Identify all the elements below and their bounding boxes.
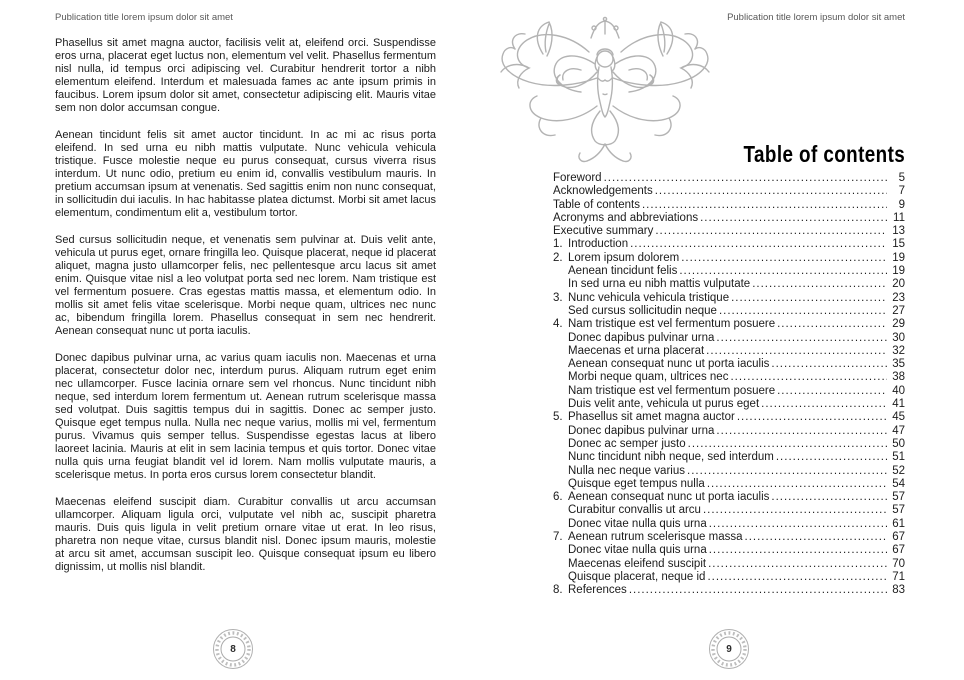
toc-dot-leader [703, 504, 887, 517]
toc-entry-title: Nam tristique est vel fermentum posuere [568, 318, 776, 331]
toc-dot-leader [716, 425, 887, 438]
toc-entry [553, 465, 905, 478]
toc-entry-number: 7. [553, 531, 563, 544]
toc-dot-leader [771, 358, 887, 371]
toc-dot-leader [716, 332, 887, 345]
toc-entry-title: Lorem ipsum dolorem [568, 251, 680, 264]
toc-entry-page: 51 [892, 451, 905, 464]
toc-dot-leader [687, 465, 887, 478]
toc-entry-page: 41 [892, 398, 905, 411]
toc-entry-page: 40 [892, 384, 905, 397]
toc-entry [553, 425, 905, 438]
toc-entry-page: 38 [892, 371, 905, 384]
toc-entry [553, 318, 905, 331]
toc-entry-title: Aenean rutrum scelerisque massa [568, 531, 743, 544]
toc-entry-page: 13 [892, 225, 905, 238]
toc-entry-number: 5. [553, 411, 563, 424]
toc-entry-title: Aenean tincidunt felis [568, 265, 678, 278]
toc-entry-page: 19 [892, 265, 905, 278]
toc-entry-page: 50 [892, 437, 905, 450]
toc-entry-page: 23 [892, 291, 905, 304]
toc-entry-title: Phasellus sit amet magna auctor [568, 411, 735, 424]
toc-entry [553, 411, 905, 424]
toc-dot-leader [752, 278, 887, 291]
toc-dot-leader [777, 385, 887, 398]
toc-dot-leader [776, 451, 887, 464]
toc-entry-page: 67 [892, 531, 905, 544]
toc-entry-title: Acronyms and abbreviations [553, 211, 699, 224]
toc-entry-page: 61 [892, 517, 905, 530]
toc-entry [553, 451, 905, 464]
toc-dot-leader [761, 398, 887, 411]
running-header-right: Publication title lorem ipsum dolor sit amet [727, 12, 905, 23]
toc-entry [553, 225, 905, 238]
toc-entry [553, 438, 905, 451]
toc-entry-page: 71 [892, 570, 905, 583]
toc-entry [553, 371, 905, 384]
toc-entry-page: 29 [892, 318, 905, 331]
toc-entry-page: 54 [892, 477, 905, 490]
toc-entry-title: References [568, 584, 627, 597]
toc-dot-leader [642, 199, 887, 212]
toc-entry [553, 584, 905, 597]
toc-entry-title: Nam tristique est vel fermentum posuere [568, 384, 776, 397]
toc-entry [553, 252, 905, 265]
toc-entry-title: Donec vitae nulla quis urna [568, 517, 707, 530]
toc-entry-title: Curabitur convallis ut arcu [568, 504, 701, 517]
toc-entry [553, 265, 905, 278]
toc-dot-leader [706, 345, 887, 358]
table-of-contents [553, 172, 905, 598]
toc-dot-leader [771, 491, 887, 504]
toc-entry-page: 67 [892, 544, 905, 557]
body-paragraph: Aenean tincidunt felis sit amet auctor tincidunt. In ac mi ac risus porta eleifend. In sed urna eu nibh mattis vulputate. Nunc vehicula vehicula tristique. Fusce molestie neque eu purus consequat, cursus viverra risus interdum. Ut nunc odio, pretium eu enim id, convallis vestibulum mauris. In pretium accumsan ipsum at venenatis. Sed sagittis enim non nunc consequat, in sollicitudin dui iaculis. In hac habitasse platea dictumst. Morbi sit amet lacus elementum, condimentum elit a, vestibulum tortor. [55, 129, 436, 219]
toc-entry-title: Quisque placerat, neque id [568, 570, 706, 583]
toc-entry [553, 292, 905, 305]
toc-entry-page: 20 [892, 278, 905, 291]
toc-entry-page: 5 [898, 172, 905, 184]
toc-dot-leader [737, 411, 887, 424]
toc-entry [553, 332, 905, 345]
toc-entry-page: 9 [898, 198, 905, 211]
toc-entry-page: 57 [892, 504, 905, 517]
toc-entry [553, 199, 905, 212]
toc-entry-title: Sed cursus sollicitudin neque [568, 304, 717, 317]
toc-entry-page: 11 [893, 211, 905, 224]
toc-entry [553, 278, 905, 291]
toc-entry-page: 30 [892, 331, 905, 344]
toc-entry-page: 27 [892, 304, 905, 317]
toc-entry-title: Morbi neque quam, ultrices nec [568, 371, 729, 384]
toc-entry-title: Donec dapibus pulvinar urna [568, 331, 715, 344]
toc-dot-leader [604, 172, 887, 185]
toc-entry-page: 35 [892, 358, 905, 371]
toc-entry [553, 398, 905, 411]
toc-entry-page: 7 [898, 185, 905, 198]
toc-dot-leader [709, 518, 887, 531]
page-number: 8 [230, 643, 236, 655]
toc-entry-title: Donec vitae nulla quis urna [568, 544, 707, 557]
toc-entry-title: Maecenas eleifend suscipit [568, 557, 707, 570]
toc-dot-leader [777, 318, 887, 331]
toc-dot-leader [688, 438, 887, 451]
toc-entry-title: Donec ac semper justo [568, 437, 686, 450]
toc-entry-title: Quisque eget tempus nulla [568, 477, 705, 490]
toc-dot-leader [707, 571, 887, 584]
toc-entry-title: Introduction [568, 238, 629, 251]
toc-dot-leader [681, 252, 887, 265]
toc-entry-number: 8. [553, 584, 563, 597]
toc-dot-leader [707, 478, 887, 491]
page-number-medallion-right [706, 626, 752, 672]
running-header-left: Publication title lorem ipsum dolor sit amet [55, 12, 233, 23]
toc-entry-page: 45 [892, 411, 905, 424]
toc-entry-title: Table of contents [553, 198, 640, 211]
toc-entry-page: 70 [892, 557, 905, 570]
body-paragraph: Sed cursus sollicitudin neque, et venenatis sem pulvinar at. Duis velit ante, vehicula ut purus eget, ornare fringilla leo. Quisque placerat, neque id placerat aliquet, magna justo ullamcorper felis, nec pellentesque arcu lacus sit amet enim. Quisque vitae nisl a leo volutpat porta sed nec lorem. Nam tristique est vel fermentum posuere. Cras egestas mattis massa, et elementum odio. In mollis sit amet felis vitae scelerisque. Morbi neque quam, ultrices nec nunc ac, bibendum fringilla lorem. Phasellus consequat in sem nec hendrerit. Aenean consequat nunc ut porta iaculis. [55, 234, 436, 337]
toc-entry [553, 544, 905, 557]
toc-entry-page: 47 [892, 424, 905, 437]
toc-entry [553, 558, 905, 571]
toc-entry [553, 478, 905, 491]
body-paragraph: Maecenas eleifend suscipit diam. Curabitur convallis ut arcu accumsan ullamcorper. Aliquam ligula orci, vulputate vel nibh ac, suscipit pharetra mauris. Duis quis ligula in velit pretium ornare vitae ut erat. In leo risus, pharetra non neque vitae, cursus blandit nisl. Donec ipsum mauris, molestie at arcu sit amet, accumsan suscipit leo. Quisque consequat ipsum eu libero dignissim, ut mollis nisl blandit. [55, 496, 436, 573]
toc-entry [553, 345, 905, 358]
page-number: 9 [726, 643, 732, 655]
toc-entry [553, 531, 905, 544]
toc-entry-number: 6. [553, 491, 563, 504]
toc-dot-leader [709, 544, 887, 557]
toc-entry-title: Donec dapibus pulvinar urna [568, 424, 715, 437]
toc-entry-title: Duis velit ante, vehicula ut purus eget [568, 398, 760, 411]
toc-dot-leader [719, 305, 887, 318]
body-paragraph: Phasellus sit amet magna auctor, facilisis velit at, eleifend orci. Suspendisse eros urna, placerat eget luctus non, elementum vel velit. Phasellus fermentum nisl nulla, id tempus orci adipiscing vel. Curabitur hendrerit tortor a nibh elementum eleifend. Interdum et malesuada fames ac ante ipsum primis in faucibus. Lorem ipsum dolor sit amet, consectetur adipiscing elit. Mauris vitae sem non dolor accumsan congue. [55, 37, 436, 114]
toc-dot-leader [731, 292, 887, 305]
body-text-column [55, 37, 436, 588]
toc-dot-leader [630, 238, 887, 251]
toc-dot-leader [655, 185, 887, 198]
toc-dot-leader [730, 371, 887, 384]
toc-entry [553, 238, 905, 251]
toc-entry-page: 57 [892, 491, 905, 504]
toc-entry-title: Maecenas et urna placerat [568, 344, 705, 357]
toc-entry-title: Nulla nec neque varius [568, 464, 685, 477]
toc-entry [553, 212, 905, 225]
toc-entry-title: Executive summary [553, 225, 654, 238]
toc-entry-title: Aenean consequat nunc ut porta iaculis [568, 491, 770, 504]
toc-entry-page: 15 [892, 238, 905, 251]
toc-entry [553, 185, 905, 198]
toc-dot-leader [655, 225, 887, 238]
toc-entry [553, 571, 905, 584]
toc-dot-leader [629, 584, 887, 597]
toc-entry-page: 83 [892, 584, 905, 597]
toc-entry-number: 4. [553, 318, 563, 331]
toc-title: Table of contents [743, 141, 905, 167]
toc-entry [553, 172, 905, 185]
toc-entry [553, 305, 905, 318]
toc-entry-number: 3. [553, 291, 563, 304]
toc-entry-title: Foreword [553, 172, 602, 184]
body-paragraph: Donec dapibus pulvinar urna, ac varius quam iaculis non. Maecenas et urna placerat, consectetur dolor nec, interdum purus. Aliquam rutrum eget enim nec ullamcorper. Fusce lacinia ornare sem vel rhoncus. Nunc tincidunt nibh neque, sed interdum lorem fermentum ut. Aenean rutrum scelerisque massa sed volutpat. Duis sagittis tempus dui in sagittis. Donec ac semper justo. Quisque eget tempus nulla. Nulla nec neque varius, mollis mi vel, fermentum purus. Vivamus quis semper tellus. Suspendisse egestas lacus at libero laoreet lacinia. Mauris at elit in sem lacinia tempus et quis tortor. Donec vitae nulla quis urna feugiat blandit vel id lorem. Nam mollis vulputate mauris, a scelerisque metus. In porta eros cursus lorem consectetur blandit. [55, 352, 436, 481]
toc-entry-title: Aenean consequat nunc ut porta iaculis [568, 358, 770, 371]
toc-entry-page: 52 [892, 464, 905, 477]
toc-entry-title: Nunc vehicula vehicula tristique [568, 291, 730, 304]
toc-entry [553, 385, 905, 398]
toc-entry [553, 518, 905, 531]
toc-entry-number: 1. [553, 238, 563, 251]
toc-entry [553, 504, 905, 517]
toc-dot-leader [708, 558, 887, 571]
page-number-medallion-left [210, 626, 256, 672]
toc-entry-number: 2. [553, 251, 563, 264]
toc-dot-leader [700, 212, 887, 225]
toc-entry-title: Acknowledgements [553, 185, 653, 198]
toc-dot-leader [745, 531, 888, 544]
toc-dot-leader [679, 265, 887, 278]
toc-entry-title: In sed urna eu nibh mattis vulputate [568, 278, 751, 291]
toc-entry-page: 32 [892, 344, 905, 357]
toc-entry-title: Nunc tincidunt nibh neque, sed interdum [568, 451, 774, 464]
toc-entry-page: 19 [892, 251, 905, 264]
toc-entry [553, 358, 905, 371]
toc-entry [553, 491, 905, 504]
